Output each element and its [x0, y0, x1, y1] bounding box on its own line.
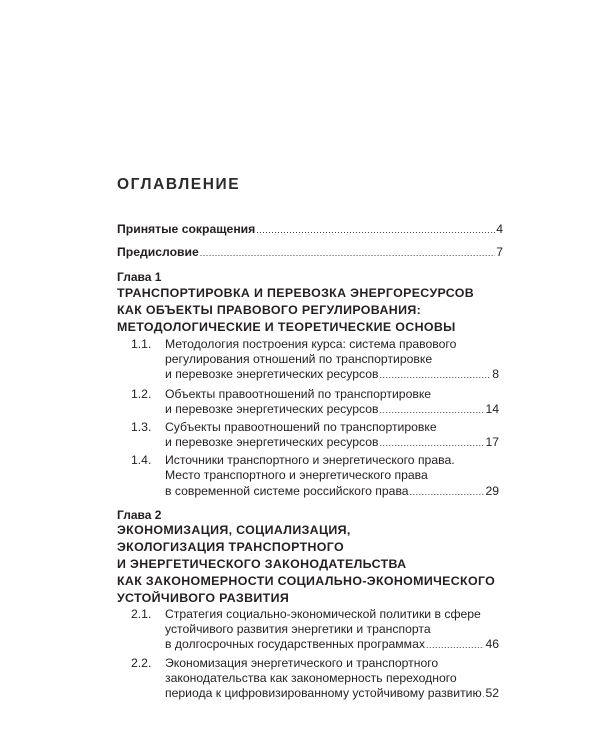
section-line: Субъекты правоотношений по транспортировке: [165, 420, 437, 434]
chapter-title-line: УСТОЙЧИВОГО РАЗВИТИЯ: [117, 591, 290, 605]
toc-entry-page: 46: [485, 637, 499, 651]
toc-entry-section[interactable]: [165, 402, 499, 418]
section-line: и перевозке энергетических ресурсов: [165, 435, 379, 449]
chapter-title[interactable]: [117, 522, 495, 607]
toc-entry-section[interactable]: [165, 435, 499, 451]
toc-entry-abbreviations[interactable]: [117, 222, 503, 238]
section-line: Методология построения курса: система правового: [165, 337, 457, 351]
section-number: 1.1.: [131, 337, 152, 351]
section-line: Источники транспортного и энергетического права.: [165, 453, 455, 467]
section-line: Стратегия социально-экономической политики в сфере: [165, 607, 481, 621]
toc-entry-label: Принятые сокращения: [117, 222, 256, 236]
leader-dots: [379, 435, 484, 451]
section-line: законодательства как закономерность переходного: [165, 671, 457, 685]
toc-entry-page: 52: [485, 686, 499, 700]
chapter-title-line: ТРАНСПОРТИРОВКА И ПЕРЕВОЗКА ЭНЕРГОРЕСУРСОВ: [117, 286, 475, 300]
toc-title: ОГЛАВЛЕНИЕ: [117, 176, 241, 193]
leader-dots: [379, 402, 484, 418]
toc-entry-page: 4: [496, 222, 503, 236]
leader-dots: [200, 245, 495, 261]
section-number: 2.2.: [131, 656, 152, 670]
chapter-title-line: ЭКОЛОГИЗАЦИЯ ТРАНСПОРТНОГО: [117, 540, 344, 554]
section-number: 1.3.: [131, 420, 152, 434]
section-number: 2.1.: [131, 607, 152, 621]
toc-entry-page: 7: [496, 245, 503, 259]
section-line: в долгосрочных государственных программах: [165, 637, 425, 651]
leader-dots: [379, 367, 491, 383]
chapter-label: Глава 1: [117, 270, 162, 284]
toc-entry-page: 29: [485, 484, 499, 498]
section-number: 1.4.: [131, 453, 152, 467]
leader-dots: [256, 222, 495, 238]
section-line: устойчивого развития энергетики и транспорта: [165, 622, 431, 636]
section-line: и перевозке энергетических ресурсов: [165, 367, 379, 381]
toc-entry-page: 8: [492, 367, 499, 381]
section-line: Экономизация энергетического и транспортного: [165, 656, 439, 670]
toc-entry-section[interactable]: [165, 637, 499, 653]
toc-entry-page: 17: [485, 435, 499, 449]
leader-dots: [483, 686, 485, 702]
chapter-title-line: КАК ОБЪЕКТЫ ПРАВОВОГО РЕГУЛИРОВАНИЯ:: [117, 303, 422, 317]
section-line: регулирования отношений по транспортировке: [165, 352, 433, 366]
section-line: в современной системе российского права: [165, 484, 409, 498]
chapter-title-line: МЕТОДОЛОГИЧЕСКИЕ И ТЕОРЕТИЧЕСКИЕ ОСНОВЫ: [117, 320, 456, 334]
leader-dots: [426, 637, 485, 653]
section-line: периода к цифровизированному устойчивому развитию: [165, 686, 482, 700]
chapter-title-line: И ЭНЕРГЕТИЧЕСКОГО ЗАКОНОДАТЕЛЬСТВА: [117, 557, 407, 571]
section-number: 1.2.: [131, 387, 152, 401]
chapter-title-line: ЭКОНОМИЗАЦИЯ, СОЦИАЛИЗАЦИЯ,: [117, 523, 351, 537]
toc-entry-section[interactable]: [165, 484, 499, 500]
toc-entry-label: Предисловие: [117, 245, 199, 259]
toc-entry-preface[interactable]: [117, 245, 503, 261]
leader-dots: [410, 484, 485, 500]
toc-entry-section[interactable]: [165, 686, 499, 702]
section-line: Объекты правоотношений по транспортировке: [165, 387, 432, 401]
chapter-label: Глава 2: [117, 508, 162, 522]
chapter-title[interactable]: [117, 285, 474, 336]
chapter-title-line: КАК ЗАКОНОМЕРНОСТИ СОЦИАЛЬНО-ЭКОНОМИЧЕСКОГО: [117, 574, 496, 588]
toc-entry-page: 14: [485, 402, 499, 416]
section-line: Место транспортного и энергетического права: [165, 468, 428, 482]
section-line: и перевозке энергетических ресурсов: [165, 402, 379, 416]
toc-entry-section[interactable]: [165, 367, 499, 383]
